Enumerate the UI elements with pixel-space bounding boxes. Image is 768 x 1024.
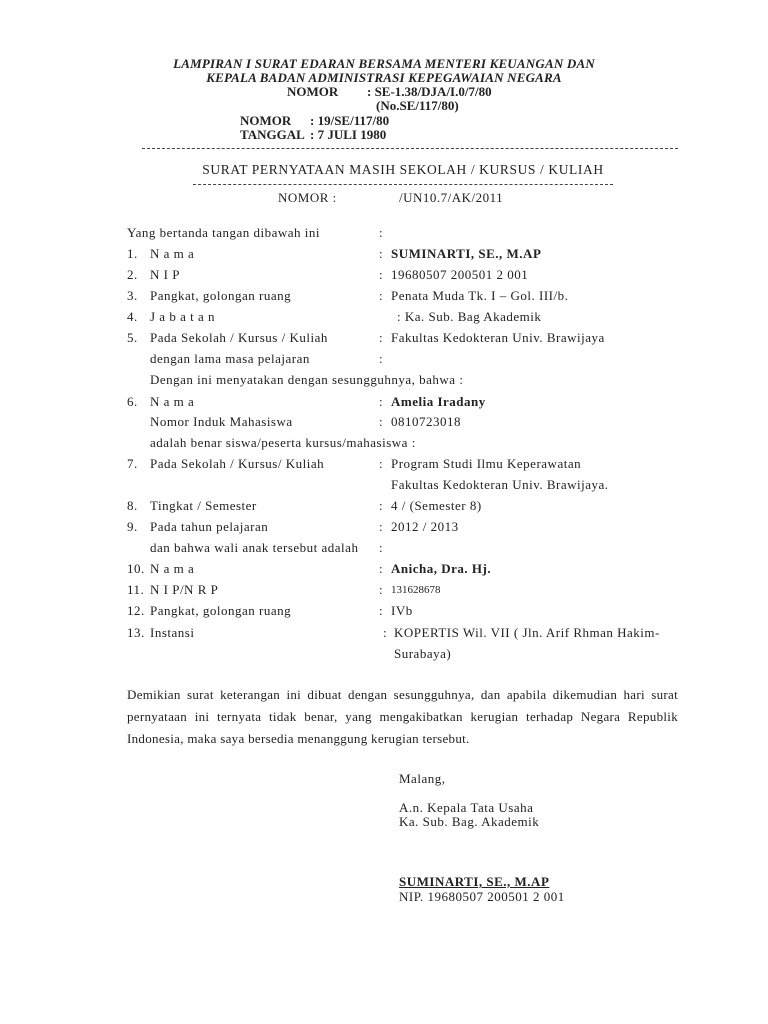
row-10-label: N a m a: [150, 561, 195, 576]
header-nomor2-label: NOMOR: [240, 113, 292, 128]
row-6-value: Amelia Iradany: [391, 394, 486, 409]
row-9-number: 9.: [127, 519, 138, 534]
header-divider: [142, 148, 678, 149]
row-11-colon: :: [379, 582, 383, 597]
row-2-value: 19680507 200501 2 001: [391, 267, 529, 282]
row-8-value: 4 / (Semester 8): [391, 498, 482, 513]
row-9b-label: dan bahwa wali anak tersebut adalah: [150, 540, 359, 555]
row-3-label: Pangkat, golongan ruang: [150, 288, 292, 303]
row-1-label: N a m a: [150, 246, 195, 261]
row-5-value: Fakultas Kedokteran Univ. Brawijaya: [391, 330, 605, 345]
row-4-label: J a b a t a n: [150, 309, 215, 324]
row-4-value: : Ka. Sub. Bag Akademik: [397, 309, 542, 324]
row-7-value: Program Studi Ilmu Keperawatan: [391, 456, 582, 471]
signature-role-1: A.n. Kepala Tata Usaha: [399, 800, 534, 815]
row-5b-colon: :: [379, 351, 383, 366]
statement-student: adalah benar siswa/peserta kursus/mahasiswa :: [150, 435, 416, 450]
row-5-number: 5.: [127, 330, 138, 345]
row-12-value: IVb: [391, 603, 413, 618]
header-line-1: LAMPIRAN I SURAT EDARAN BERSAMA MENTERI KEUANGAN DAN: [173, 56, 595, 71]
row-8-colon: :: [379, 498, 383, 513]
row-13-label: Instansi: [150, 625, 195, 640]
row-3-colon: :: [379, 288, 383, 303]
row-3-number: 3.: [127, 288, 138, 303]
row-11-number: 11.: [127, 582, 145, 597]
header-nomor-alt: (No.SE/117/80): [376, 98, 459, 113]
intro-text: Yang bertanda tangan dibawah ini: [127, 225, 321, 240]
row-12-number: 12.: [127, 603, 145, 618]
row-11-value: 131628678: [391, 584, 441, 596]
header-line-2: KEPALA BADAN ADMINISTRASI KEPEGAWAIAN NEGARA: [206, 70, 562, 85]
row-10-value: Anicha, Dra. Hj.: [391, 561, 492, 576]
row-6-number: 6.: [127, 394, 138, 409]
row-6-label: N a m a: [150, 394, 195, 409]
statement-declare: Dengan ini menyatakan dengan sesungguhnya, bahwa :: [150, 372, 464, 387]
row-7-number: 7.: [127, 456, 138, 471]
row-7-value-line2: Fakultas Kedokteran Univ. Brawijaya.: [391, 477, 609, 492]
row-7-label: Pada Sekolah / Kursus/ Kuliah: [150, 456, 325, 471]
header-nomor-value: : SE-1.38/DJA/I.0/7/80: [367, 84, 492, 99]
row-4-number: 4.: [127, 309, 138, 324]
row-2-label: N I P: [150, 267, 180, 282]
document-nomor-label: NOMOR :: [278, 190, 337, 205]
row-5-colon: :: [379, 330, 383, 345]
header-nomor2-value: : 19/SE/117/80: [310, 113, 390, 128]
title-divider: [193, 184, 613, 185]
closing-paragraph: Demikian surat keterangan ini dibuat dengan sesungguhnya, dan apabila dikemudian hari surat pernyataan ini ternyata tidak benar, yang mengakibatkan kerugian terhadap Negara Republik Indonesia, maka saya bersedia menanggung kerugian tersebut.: [127, 687, 678, 746]
intro-colon: :: [379, 225, 383, 240]
header-tanggal-label: TANGGAL: [240, 127, 305, 142]
header-nomor-label: NOMOR: [287, 84, 339, 99]
row-9b-colon: :: [379, 540, 383, 555]
row-12-colon: :: [379, 603, 383, 618]
row-13-value: KOPERTIS Wil. VII ( Jln. Arif Rhman Hakim-: [394, 625, 660, 640]
row-11-label: N I P/N R P: [150, 582, 219, 597]
row-10-number: 10.: [127, 561, 145, 576]
row-6b-colon: :: [379, 414, 383, 429]
row-6b-label: Nomor Induk Mahasiswa: [150, 414, 293, 429]
row-9-value: 2012 / 2013: [391, 519, 459, 534]
row-7-colon: :: [379, 456, 383, 471]
row-8-number: 8.: [127, 498, 138, 513]
row-9-label: Pada tahun pelajaran: [150, 519, 269, 534]
row-6-colon: :: [379, 394, 383, 409]
signature-nip: NIP. 19680507 200501 2 001: [399, 889, 565, 904]
row-1-colon: :: [379, 246, 383, 261]
row-5b-label: dengan lama masa pelajaran: [150, 351, 310, 366]
row-12-label: Pangkat, golongan ruang: [150, 603, 292, 618]
row-9-colon: :: [379, 519, 383, 534]
row-6b-value: 0810723018: [391, 414, 461, 429]
header-tanggal-value: : 7 JULI 1980: [310, 127, 387, 142]
row-8-label: Tingkat / Semester: [150, 498, 257, 513]
row-1-value: SUMINARTI, SE., M.AP: [391, 246, 542, 261]
row-13-number: 13.: [127, 625, 145, 640]
row-13-value-line2: Surabaya): [394, 646, 452, 661]
row-13-colon: :: [383, 625, 387, 640]
signature-name: SUMINARTI, SE., M.AP: [399, 874, 550, 889]
row-5-label: Pada Sekolah / Kursus / Kuliah: [150, 330, 328, 345]
document-title: SURAT PERNYATAAN MASIH SEKOLAH / KURSUS / KULIAH: [202, 162, 604, 177]
row-1-number: 1.: [127, 246, 138, 261]
signature-role-2: Ka. Sub. Bag. Akademik: [399, 814, 540, 829]
row-3-value: Penata Muda Tk. I – Gol. III/b.: [391, 288, 569, 303]
row-2-number: 2.: [127, 267, 138, 282]
document-nomor-value: /UN10.7/AK/2011: [399, 190, 504, 205]
signature-place: Malang,: [399, 771, 446, 786]
row-10-colon: :: [379, 561, 383, 576]
row-2-colon: :: [379, 267, 383, 282]
